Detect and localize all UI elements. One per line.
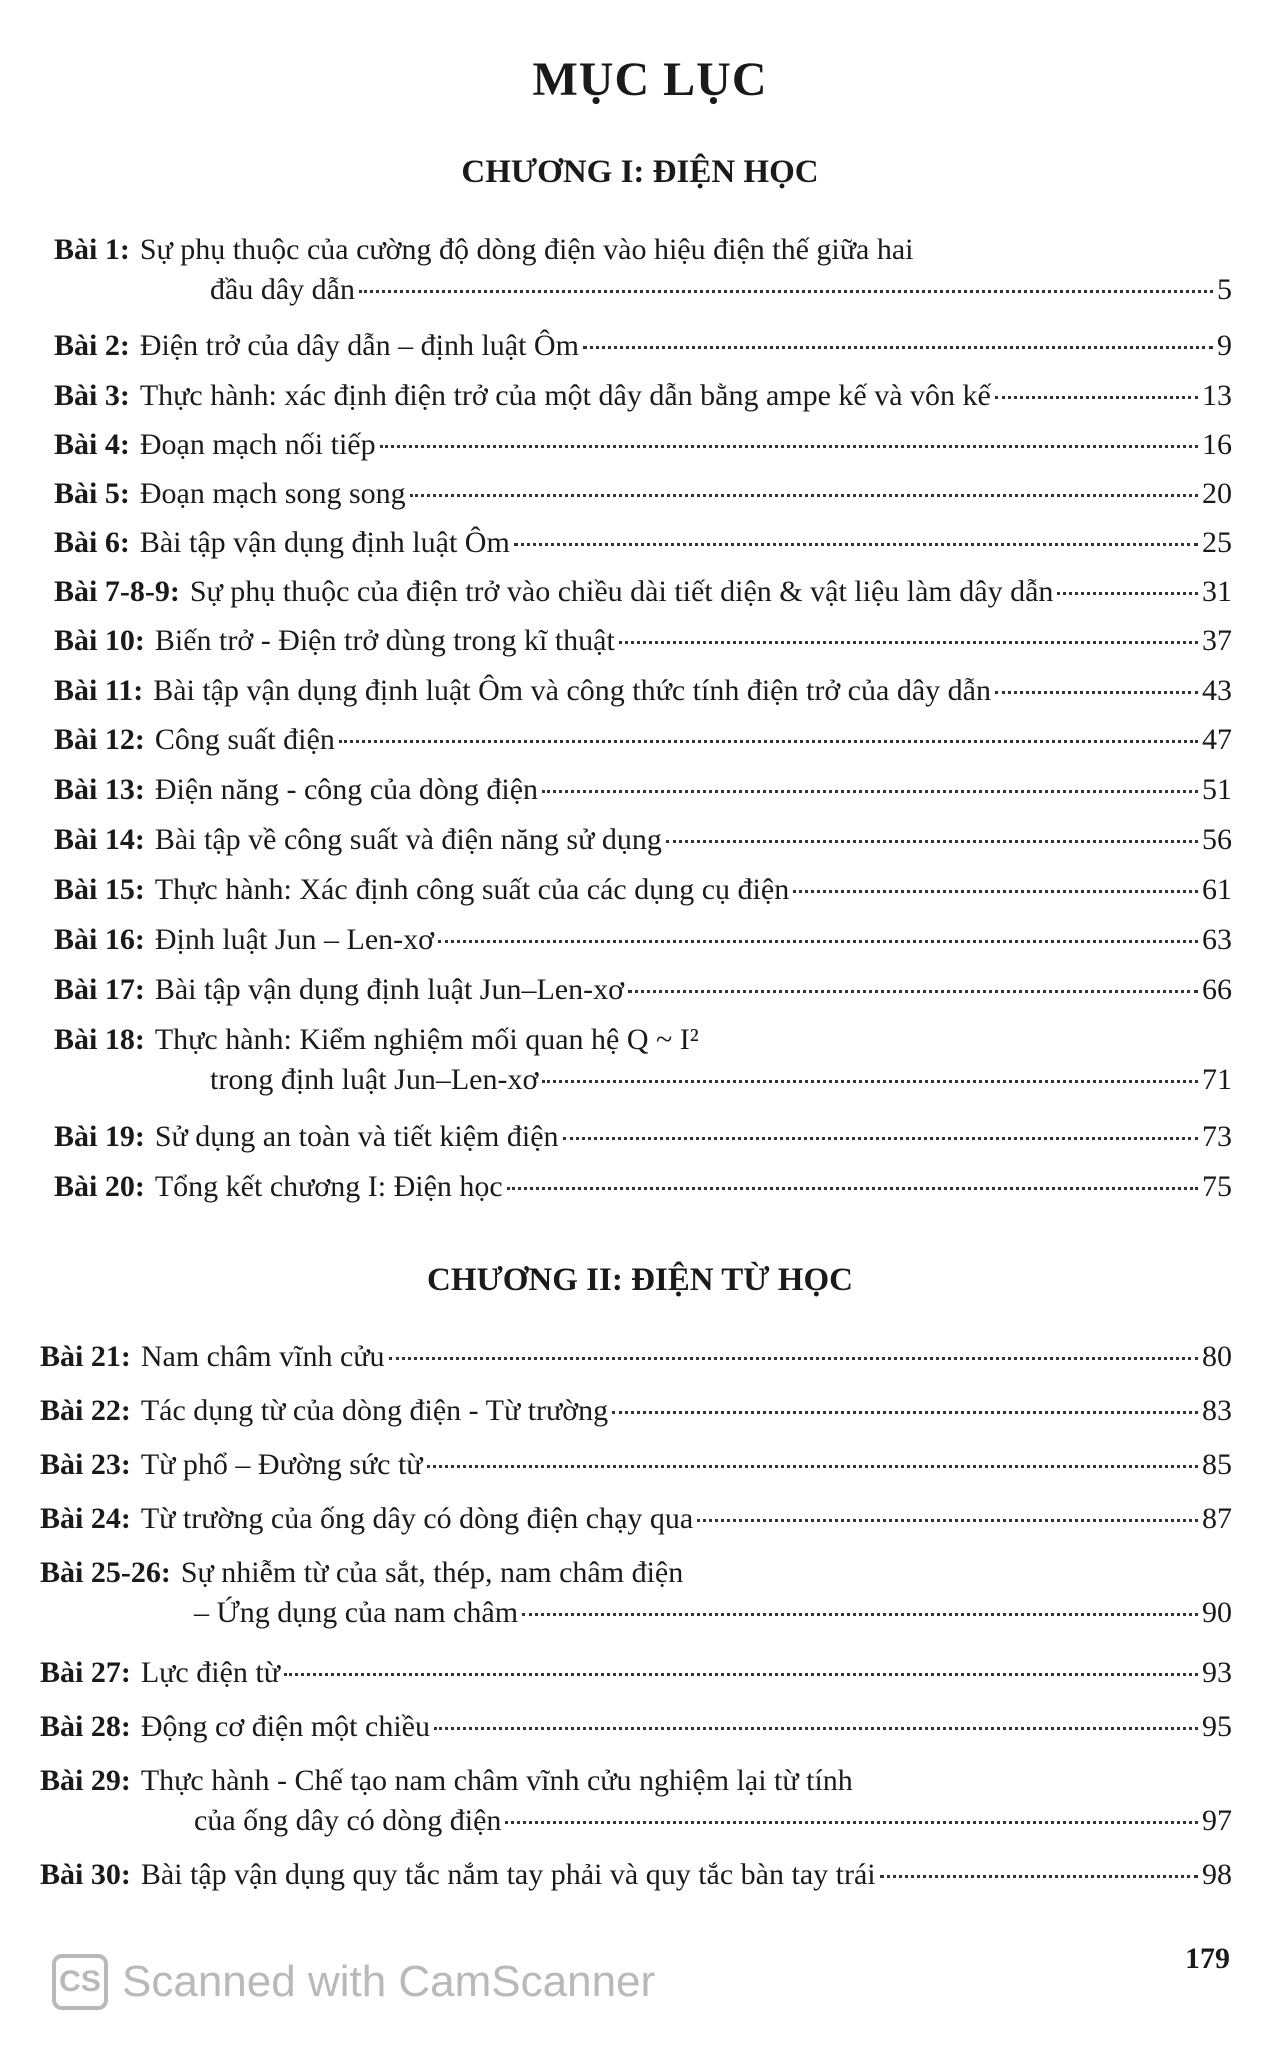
lesson-page-number: 47 (1202, 723, 1232, 756)
lesson-page-number: 83 (1202, 1394, 1232, 1427)
dot-leader (666, 840, 1198, 843)
toc-entry (54, 376, 1232, 416)
dot-leader (514, 543, 1198, 546)
lesson-title: Bài tập vận dụng định luật Jun–Len-xơ (154, 973, 624, 1006)
dot-leader (697, 1519, 1198, 1522)
lesson-page-number: 93 (1202, 1656, 1232, 1689)
lesson-label: Bài 17: (54, 973, 145, 1006)
dot-leader (542, 790, 1198, 793)
lesson-page-number: 71 (1202, 1063, 1232, 1096)
lesson-label: Bài 7-8-9: (54, 575, 180, 608)
lesson-label: Bài 12: (54, 723, 145, 756)
toc-entry (54, 572, 1232, 612)
lesson-page-number: 90 (1202, 1596, 1232, 1629)
toc-entry (54, 326, 1232, 366)
toc-entry (40, 1445, 1232, 1485)
lesson-page-number: 97 (1202, 1804, 1232, 1837)
lesson-page-number: 85 (1202, 1448, 1232, 1481)
lesson-title: Bài tập vận dụng định luật Ôm (139, 526, 510, 559)
lesson-label: Bài 5: (54, 477, 130, 510)
lesson-label: Bài 6: (54, 526, 130, 559)
dot-leader (410, 494, 1198, 497)
lesson-label: Bài 18: (54, 1023, 145, 1056)
lesson-title-continued: của ống dây có dòng điện (194, 1804, 502, 1837)
dot-leader (380, 445, 1198, 448)
lesson-title-continued: trong định luật Jun–Len-xơ (210, 1063, 539, 1096)
lesson-title: Sự phụ thuộc của cường độ dòng điện vào hiệu điện thế giữa hai (139, 233, 914, 266)
lesson-page-number: 75 (1202, 1170, 1232, 1203)
dot-leader (434, 1727, 1198, 1730)
lesson-label: Bài 19: (54, 1120, 145, 1153)
toc-entry (40, 1391, 1232, 1431)
toc-entry (40, 1653, 1232, 1693)
lesson-title: Bài tập vận dụng định luật Ôm và công thức tính điện trở của dây dẫn (153, 674, 991, 707)
lesson-page-number: 37 (1202, 624, 1232, 657)
lesson-page-number: 80 (1202, 1340, 1232, 1373)
lesson-title: Biến trở - Điện trở dùng trong kĩ thuật (154, 624, 615, 657)
lesson-label: Bài 27: (40, 1656, 131, 1689)
toc-entry (54, 1117, 1232, 1157)
lesson-page-number: 73 (1202, 1120, 1232, 1153)
lesson-title-continued: đầu dây dẫn (210, 273, 355, 306)
dot-leader (505, 1821, 1198, 1824)
lesson-title: Từ trường của ống dây có dòng điện chạy qua (140, 1502, 694, 1535)
toc-entry (40, 1553, 1232, 1633)
lesson-title: Đoạn mạch nối tiếp (139, 428, 376, 461)
dot-leader (359, 290, 1213, 293)
page-number: 179 (1185, 1942, 1230, 1975)
toc-entry (40, 1855, 1232, 1895)
lesson-title: Thực hành: Kiểm nghiệm mối quan hệ Q ~ I² (154, 1023, 699, 1056)
dot-leader (284, 1673, 1198, 1676)
lesson-label: Bài 4: (54, 428, 130, 461)
toc-entry (54, 920, 1232, 960)
lesson-title: Thực hành: xác định điện trở của một dây dẫn bằng ampe kế và vôn kế (139, 379, 991, 412)
toc-entry (54, 621, 1232, 661)
lesson-page-number: 9 (1217, 329, 1232, 362)
lesson-page-number: 63 (1202, 923, 1232, 956)
lesson-page-number: 25 (1202, 526, 1232, 559)
lesson-label: Bài 3: (54, 379, 130, 412)
lesson-label: Bài 29: (40, 1764, 131, 1797)
toc-entry (54, 425, 1232, 465)
lesson-label: Bài 20: (54, 1170, 145, 1203)
camscanner-logo-icon: CS (52, 1954, 108, 2010)
chapter-heading-1: CHƯƠNG I: ĐIỆN HỌC (461, 154, 819, 190)
lesson-title: Đoạn mạch song song (139, 477, 406, 510)
lesson-title: Sự nhiễm từ của sắt, thép, nam châm điện (180, 1556, 684, 1589)
lesson-title-continued: – Ứng dụng của nam châm (194, 1596, 519, 1629)
lesson-title: Bài tập vận dụng quy tắc nắm tay phải và quy tắc bàn tay trái (140, 1858, 876, 1891)
lesson-label: Bài 24: (40, 1502, 131, 1535)
dot-leader (389, 1357, 1198, 1360)
chapter-heading-2: CHƯƠNG II: ĐIỆN TỪ HỌC (427, 1262, 853, 1298)
lesson-title: Bài tập về công suất và điện năng sử dụng (154, 823, 662, 856)
toc-entry (54, 474, 1232, 514)
lesson-page-number: 61 (1202, 873, 1232, 906)
lesson-title: Định luật Jun – Len-xơ (154, 923, 434, 956)
toc-entry (54, 671, 1232, 711)
lesson-title: Từ phổ – Đường sức từ (140, 1448, 423, 1481)
dot-leader (612, 1411, 1198, 1414)
toc-entry (54, 1167, 1232, 1207)
dot-leader (880, 1875, 1198, 1878)
lesson-page-number: 66 (1202, 973, 1232, 1006)
dot-leader (793, 890, 1198, 893)
lesson-label: Bài 15: (54, 873, 145, 906)
dot-leader (563, 1137, 1198, 1140)
dot-leader (619, 641, 1198, 644)
lesson-label: Bài 30: (40, 1858, 131, 1891)
lesson-label: Bài 25-26: (40, 1556, 171, 1589)
lesson-title: Điện năng - công của dòng điện (154, 773, 539, 806)
toc-entry (54, 870, 1232, 910)
toc-entry (40, 1499, 1232, 1539)
dot-leader (522, 1613, 1198, 1616)
lesson-title: Sự phụ thuộc của điện trở vào chiều dài tiết diện & vật liệu làm dây dẫn (189, 575, 1054, 608)
dot-leader (339, 740, 1198, 743)
lesson-label: Bài 21: (40, 1340, 131, 1373)
lesson-page-number: 16 (1202, 428, 1232, 461)
dot-leader (507, 1187, 1198, 1190)
dot-leader (1057, 592, 1198, 595)
lesson-title: Sử dụng an toàn và tiết kiệm điện (154, 1120, 559, 1153)
lesson-label: Bài 13: (54, 773, 145, 806)
lesson-page-number: 31 (1202, 575, 1232, 608)
toc-entry (54, 970, 1232, 1010)
lesson-title: Điện trở của dây dẫn – định luật Ôm (139, 329, 579, 362)
lesson-page-number: 5 (1217, 273, 1232, 306)
lesson-page-number: 98 (1202, 1858, 1232, 1891)
lesson-title: Thực hành: Xác định công suất của các dụng cụ điện (154, 873, 790, 906)
dot-leader (438, 940, 1198, 943)
lesson-title: Công suất điện (154, 723, 335, 756)
dot-leader (628, 990, 1198, 993)
lesson-title: Động cơ điện một chiều (140, 1710, 430, 1743)
toc-entry (40, 1761, 1232, 1841)
lesson-page-number: 56 (1202, 823, 1232, 856)
toc-entry (40, 1707, 1232, 1747)
lesson-label: Bài 28: (40, 1710, 131, 1743)
lesson-title: Nam châm vĩnh cửu (140, 1340, 385, 1373)
lesson-label: Bài 1: (54, 233, 130, 266)
toc-entry (54, 720, 1232, 760)
toc-entry (54, 770, 1232, 810)
lesson-label: Bài 11: (54, 674, 144, 707)
lesson-label: Bài 2: (54, 329, 130, 362)
lesson-label: Bài 16: (54, 923, 145, 956)
toc-entry (54, 523, 1232, 563)
dot-leader (427, 1465, 1198, 1468)
watermark-text: Scanned with CamScanner (122, 1957, 656, 2006)
lesson-title: Tác dụng từ của dòng điện - Từ trường (140, 1394, 609, 1427)
lesson-title: Tổng kết chương I: Điện học (154, 1170, 503, 1203)
lesson-label: Bài 22: (40, 1394, 131, 1427)
lesson-label: Bài 23: (40, 1448, 131, 1481)
dot-leader (995, 396, 1198, 399)
dot-leader (542, 1080, 1198, 1083)
lesson-page-number: 43 (1202, 674, 1232, 707)
toc-entry (54, 230, 1232, 310)
lesson-page-number: 13 (1202, 379, 1232, 412)
page-title: MỤC LỤC (532, 53, 768, 106)
lesson-label: Bài 14: (54, 823, 145, 856)
lesson-page-number: 95 (1202, 1710, 1232, 1743)
lesson-title: Thực hành - Chế tạo nam châm vĩnh cửu nghiệm lại từ tính (140, 1764, 853, 1797)
lesson-page-number: 87 (1202, 1502, 1232, 1535)
lesson-page-number: 51 (1202, 773, 1232, 806)
lesson-label: Bài 10: (54, 624, 145, 657)
dot-leader (583, 346, 1213, 349)
lesson-page-number: 20 (1202, 477, 1232, 510)
lesson-title: Lực điện từ (140, 1656, 280, 1689)
toc-entry (40, 1337, 1232, 1377)
toc-entry (54, 820, 1232, 860)
camscanner-watermark (52, 1954, 655, 2010)
dot-leader (995, 691, 1198, 694)
toc-entry (54, 1020, 1232, 1100)
